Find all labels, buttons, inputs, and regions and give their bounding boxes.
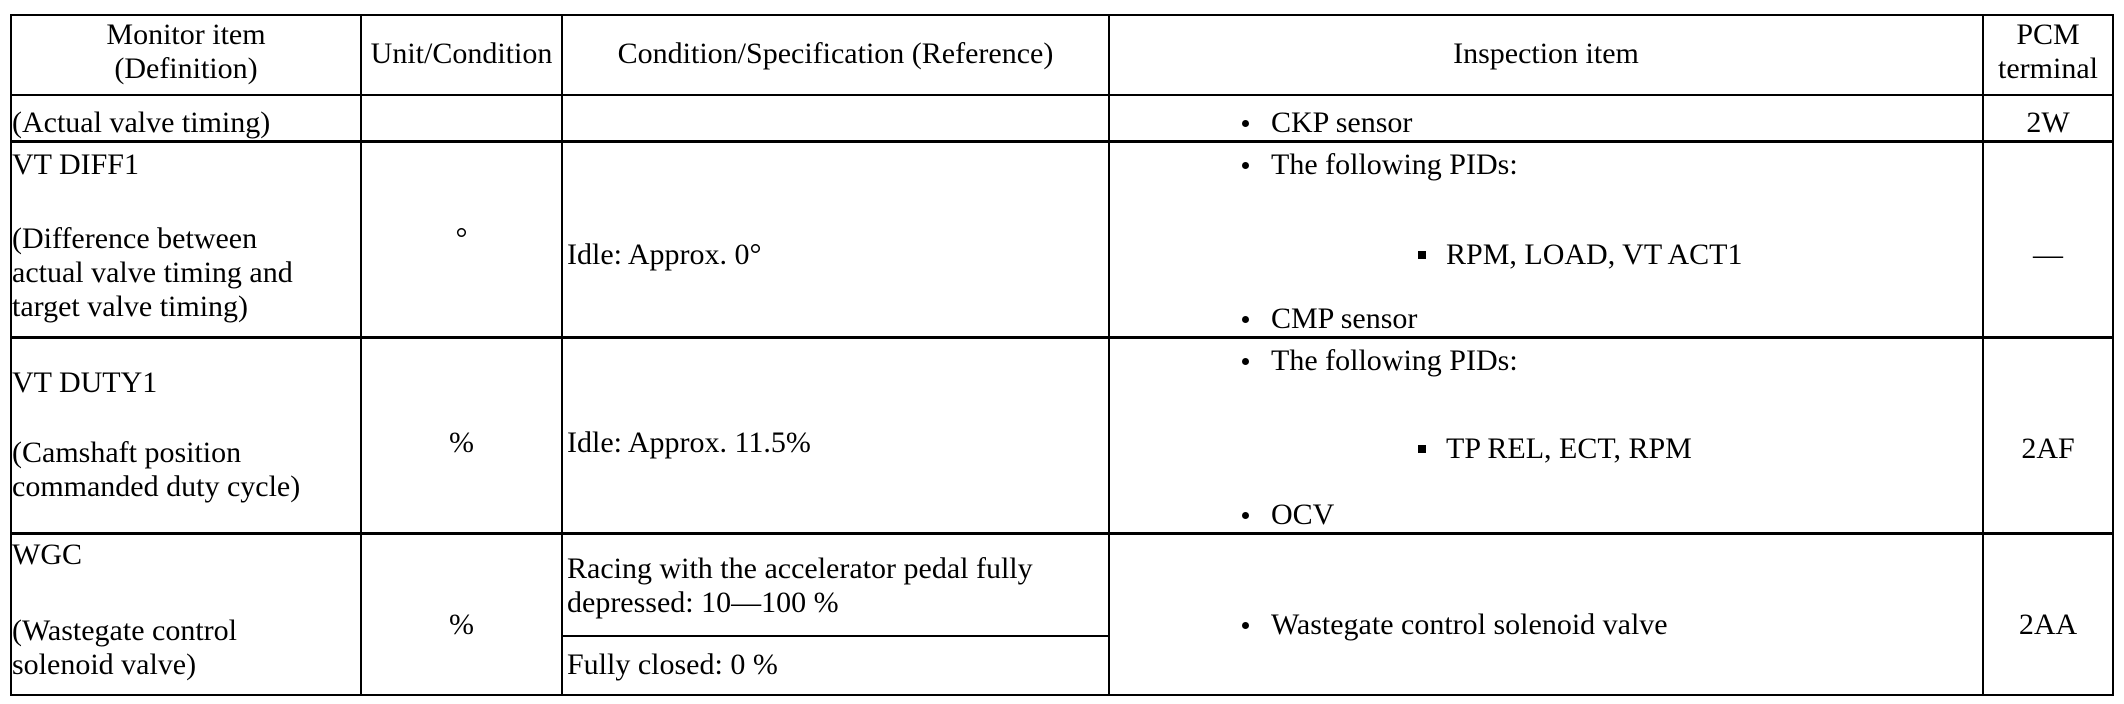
row3-inspection-sub-text: TP REL, ECT, RPM — [1446, 432, 1692, 465]
row4-condition-line: depressed: 10—100 % — [567, 586, 839, 619]
row4-inspection-item — [1242, 608, 1668, 642]
row4-monitor-name: WGC — [12, 538, 82, 571]
row2-def-line: (Difference between — [12, 222, 258, 255]
bullet-icon — [1242, 316, 1249, 323]
row1-inspection-text: CKP sensor — [1271, 106, 1413, 139]
row3-inspection-bottom — [1242, 498, 1334, 532]
row2-monitor-name: VT DIFF1 — [12, 148, 139, 181]
row-divider — [10, 140, 2114, 143]
col-divider — [561, 14, 563, 696]
row2-unit: ° — [455, 222, 468, 255]
header-pcm-line1: PCM — [2016, 18, 2080, 51]
spec-table — [10, 14, 2124, 698]
header-condition: Condition/Specification (Reference) — [617, 37, 1054, 70]
header-unit: Unit/Condition — [370, 37, 553, 70]
row2-monitor-definition — [12, 222, 293, 324]
condition-subdivider — [561, 635, 1109, 637]
row2-inspection-sub-text: RPM, LOAD, VT ACT1 — [1446, 238, 1743, 271]
row4-pcm-terminal: 2AA — [2018, 608, 2078, 641]
row2-inspection-top — [1242, 148, 1518, 182]
table-border-bottom — [10, 694, 2114, 696]
row3-inspection-bottom-text: OCV — [1271, 498, 1335, 531]
table-border-right — [2112, 14, 2114, 696]
row4-condition — [567, 552, 1033, 620]
row3-inspection-sub — [1418, 432, 1692, 466]
header-monitor-item — [12, 18, 360, 86]
row2-inspection-sub — [1418, 238, 1742, 272]
row3-condition: Idle: Approx. 11.5% — [567, 426, 811, 459]
row-divider — [10, 532, 2114, 535]
row3-def-line: (Camshaft position — [12, 436, 242, 469]
row3-monitor-definition — [12, 436, 300, 504]
row3-pcm-terminal: 2AF — [2021, 432, 2075, 465]
row4-def-line: (Wastegate control — [12, 614, 237, 647]
row2-def-line: target valve timing) — [12, 290, 249, 323]
row3-inspection-top — [1242, 344, 1518, 378]
row4-condition-line: Racing with the accelerator pedal fully — [567, 552, 1033, 585]
row4-inspection-text: Wastegate control solenoid valve — [1271, 608, 1668, 641]
square-bullet-icon — [1418, 251, 1426, 259]
bullet-icon — [1242, 120, 1249, 127]
square-bullet-icon — [1418, 445, 1426, 453]
header-pcm-line2: terminal — [1998, 52, 2098, 85]
header-pcm-terminal — [1984, 18, 2112, 86]
row4-unit: % — [449, 608, 474, 641]
row2-inspection-top-text: The following PIDs: — [1271, 148, 1518, 181]
row2-inspection-bottom-text: CMP sensor — [1271, 302, 1418, 335]
row3-inspection-top-text: The following PIDs: — [1271, 344, 1518, 377]
row4-condition-2: Fully closed: 0 % — [567, 648, 778, 681]
row2-def-line: actual valve timing and — [12, 256, 293, 289]
bullet-icon — [1242, 162, 1249, 169]
header-inspection: Inspection item — [1453, 37, 1639, 70]
row3-unit: % — [449, 426, 474, 459]
bullet-icon — [1242, 512, 1249, 519]
row2-pcm-terminal: — — [2033, 238, 2063, 271]
row1-monitor-definition: (Actual valve timing) — [12, 106, 271, 139]
table-border-top — [10, 14, 2114, 16]
row4-def-line: solenoid valve) — [12, 648, 197, 681]
bullet-icon — [1242, 358, 1249, 365]
row4-monitor-definition — [12, 614, 237, 682]
col-divider — [1108, 14, 1110, 696]
row1-pcm-terminal: 2W — [2026, 106, 2070, 139]
header-monitor-item-label: Monitor item — [106, 18, 266, 51]
row2-inspection-bottom — [1242, 302, 1417, 336]
row-divider — [10, 336, 2114, 339]
bullet-icon — [1242, 622, 1249, 629]
row1-inspection-item — [1242, 106, 1412, 140]
header-divider — [10, 94, 2114, 96]
row3-monitor-name: VT DUTY1 — [12, 366, 158, 399]
row3-def-line: commanded duty cycle) — [12, 470, 301, 503]
col-divider — [360, 14, 362, 696]
header-monitor-item-definition: (Definition) — [114, 52, 258, 85]
row2-condition: Idle: Approx. 0° — [567, 238, 762, 271]
